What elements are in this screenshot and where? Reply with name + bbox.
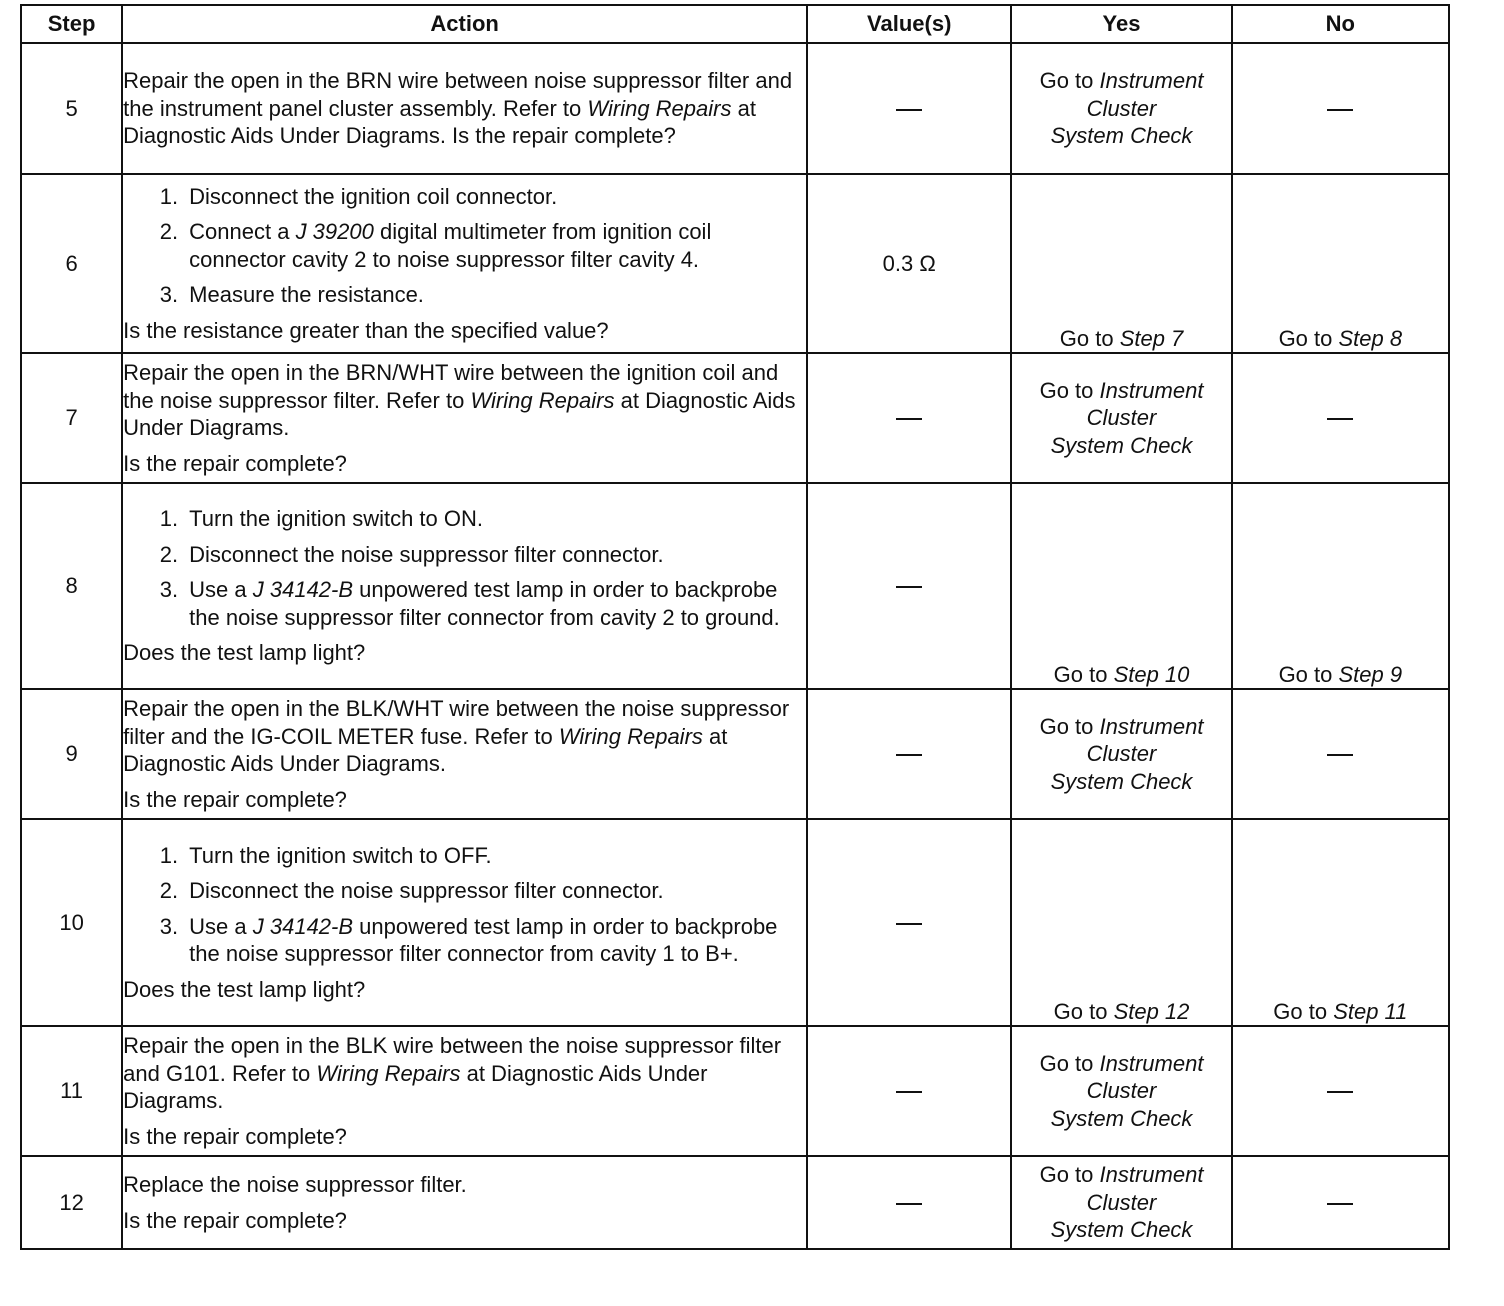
diagnostic-document xyxy=(20,4,1450,1250)
dash-mark xyxy=(1327,418,1353,420)
value-cell xyxy=(807,1156,1011,1249)
value-cell xyxy=(807,483,1011,689)
action-cell xyxy=(122,1026,807,1156)
yes-cell: Go to Step 10 xyxy=(1011,483,1231,689)
yes-cell: Go to Instrument Cluster System Check xyxy=(1011,353,1231,483)
action-cell xyxy=(122,819,807,1026)
list-item: 3. Use a J 34142-B unpowered test lamp in order to backprobe the noise suppressor filter connector from cavity 1 to B+. xyxy=(159,913,778,967)
yes-cell: Go to Instrument Cluster System Check xyxy=(1011,1026,1231,1156)
value-cell xyxy=(807,353,1011,483)
dash-mark xyxy=(896,923,922,925)
tool-ref: J 39200 xyxy=(295,219,374,245)
dash-mark xyxy=(896,1203,922,1205)
header-action: Action xyxy=(122,5,807,43)
no-cell: Go to Step 9 xyxy=(1232,483,1449,689)
no-cell xyxy=(1232,1156,1449,1249)
table-row xyxy=(21,819,1449,1026)
action-cell xyxy=(122,1156,807,1249)
action-question: Is the resistance greater than the specified value? xyxy=(123,317,609,343)
dash-mark xyxy=(896,586,922,588)
step-number: 11 xyxy=(21,1026,122,1156)
header-row xyxy=(21,5,1449,43)
action-question: Is the repair complete? xyxy=(123,786,347,812)
dash-mark xyxy=(1327,1203,1353,1205)
step-number: 9 xyxy=(21,689,122,819)
header-yes: Yes xyxy=(1011,5,1231,43)
tool-ref: J 34142-B xyxy=(252,577,354,603)
step-number: 8 xyxy=(21,483,122,689)
yes-cell: Go to Step 7 xyxy=(1011,174,1231,353)
action-cell xyxy=(122,353,807,483)
table-row xyxy=(21,689,1449,819)
list-item: 1. Turn the ignition switch to ON. xyxy=(159,506,484,532)
action-question: Is the repair complete? xyxy=(123,1123,347,1149)
no-cell xyxy=(1232,689,1449,819)
action-question: Is the repair complete? xyxy=(123,450,347,476)
header-no: No xyxy=(1232,5,1449,43)
dash-mark xyxy=(896,754,922,756)
table-row xyxy=(21,1026,1449,1156)
value-cell xyxy=(807,43,1011,174)
substep-list xyxy=(123,505,806,631)
table-row xyxy=(21,1156,1449,1249)
tool-ref: J 34142-B xyxy=(252,913,354,939)
action-text: Repair the open in the BLK wire between the noise suppressor filter and G101. Refer to Wiring Repairs at Diagnostic Aids Under Diagrams. xyxy=(123,1033,782,1113)
list-item: 2. Disconnect the noise suppressor filter connector. xyxy=(159,878,664,904)
dash-mark xyxy=(1327,109,1353,111)
table-row xyxy=(21,43,1449,174)
dash-mark xyxy=(896,109,922,111)
header-step: Step xyxy=(21,5,122,43)
action-cell xyxy=(122,483,807,689)
step-number: 5 xyxy=(21,43,122,174)
action-text: Repair the open in the BRN wire between noise suppressor filter and the instrument panel cluster assembly. Refer to Wiring Repairs at Diagnostic Aids Under Diagrams. Is the repair complete? xyxy=(123,68,793,149)
diagnostic-table xyxy=(20,4,1450,1250)
substep-list xyxy=(123,842,806,968)
yes-cell: Go to Instrument Cluster System Check xyxy=(1011,1156,1231,1249)
action-cell xyxy=(122,689,807,819)
wiring-repairs-ref: Wiring Repairs xyxy=(316,1060,461,1086)
action-cell xyxy=(122,43,807,174)
no-cell: Go to Step 8 xyxy=(1232,174,1449,353)
list-item: 2. Disconnect the noise suppressor filter connector. xyxy=(159,541,664,567)
action-question: Is the repair complete? xyxy=(123,1207,347,1233)
wiring-repairs-ref: Wiring Repairs xyxy=(587,95,732,121)
table-row xyxy=(21,174,1449,353)
no-cell: Go to Step 11 xyxy=(1232,819,1449,1026)
value-cell xyxy=(807,819,1011,1026)
dash-mark xyxy=(896,1091,922,1093)
yes-cell: Go to Instrument Cluster System Check xyxy=(1011,43,1231,174)
no-cell xyxy=(1232,1026,1449,1156)
action-text: Replace the noise suppressor filter. xyxy=(123,1172,467,1197)
list-item: 1. Turn the ignition switch to OFF. xyxy=(159,842,492,868)
yes-cell: Go to Step 12 xyxy=(1011,819,1231,1026)
yes-cell: Go to Instrument Cluster System Check xyxy=(1011,689,1231,819)
list-item: 3. Use a J 34142-B unpowered test lamp in order to backprobe the noise suppressor filter connector from cavity 2 to ground. xyxy=(159,577,780,630)
header-value: Value(s) xyxy=(807,5,1011,43)
value-cell: 0.3 Ω xyxy=(807,174,1011,353)
no-cell xyxy=(1232,43,1449,174)
action-text: Repair the open in the BLK/WHT wire between the noise suppressor filter and the IG-COIL METER fuse. Refer to Wiring Repairs at Diagnostic Aids Under Diagrams. xyxy=(123,696,790,776)
table-row xyxy=(21,483,1449,689)
dash-mark xyxy=(1327,754,1353,756)
action-text: Repair the open in the BRN/WHT wire between the ignition coil and the noise suppressor filter. Refer to Wiring Repairs at Diagnostic Aids Under Diagrams. xyxy=(123,360,796,440)
list-item: 2. Connect a J 39200 digital multimeter from ignition coil connector cavity 2 to noise suppressor filter cavity 4. xyxy=(159,219,712,272)
substep-list xyxy=(123,183,806,309)
value-cell xyxy=(807,689,1011,819)
dash-mark xyxy=(896,418,922,420)
value-cell xyxy=(807,1026,1011,1156)
action-cell xyxy=(122,174,807,353)
step-number: 6 xyxy=(21,174,122,353)
wiring-repairs-ref: Wiring Repairs xyxy=(470,387,615,413)
wiring-repairs-ref: Wiring Repairs xyxy=(558,723,703,749)
action-question: Does the test lamp light? xyxy=(123,640,366,666)
no-cell xyxy=(1232,353,1449,483)
step-number: 10 xyxy=(21,819,122,1026)
step-number: 12 xyxy=(21,1156,122,1249)
table-row xyxy=(21,353,1449,483)
step-number: 7 xyxy=(21,353,122,483)
action-question: Does the test lamp light? xyxy=(123,976,366,1002)
dash-mark xyxy=(1327,1091,1353,1093)
list-item: 1. Disconnect the ignition coil connector. xyxy=(159,183,558,209)
list-item: 3. Measure the resistance. xyxy=(159,282,424,308)
